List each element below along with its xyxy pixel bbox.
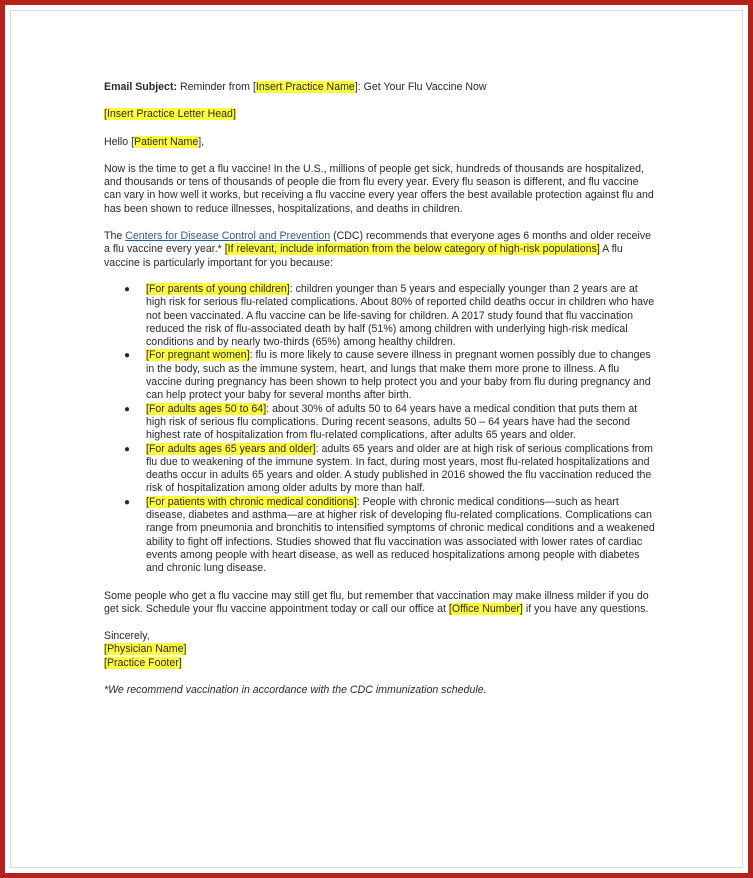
risk-group-text: : children younger than 5 years and especially younger than 2 years are at high risk for serious flu-related complications. About 80% of reported child deaths occur in children who have not been vaccinated. A flu vaccine can be life-saving for children. A 2017 study found that flu vaccination reduced the risk of flu-associated death by half (51%) among children with underlying high-risk medical conditions and by nearly two-thirds (65%) among healthy children. — [146, 282, 655, 349]
bullet-icon: ● — [124, 350, 131, 362]
email-subject-line — [104, 81, 656, 94]
office-number-placeholder: [Office Number] — [448, 602, 523, 615]
subject-suffix: ]: Get Your Flu Vaccine Now — [354, 81, 487, 93]
list-item — [104, 496, 656, 576]
practice-footer-placeholder: [Practice Footer] — [104, 656, 182, 669]
cdc-mid: (CDC) recommends that everyone ages 6 months and older receive a flu vaccine every year.* — [104, 230, 652, 256]
risk-group-label: [For pregnant women] — [146, 349, 250, 362]
cdc-paragraph — [104, 230, 656, 270]
risk-group-label: [For adults ages 50 to 64] — [146, 402, 267, 415]
risk-group-text: : adults 65 years and older are at high risk of serious complications from flu due to weakening of the immune system. In fact, during most years, most flu-related hospitalizations and deaths occur in adults 65 years and older. A study published in 2016 showed the flu vaccination reduced the risk of hospitalization among older adults by more than half. — [146, 442, 654, 495]
list-item — [104, 403, 656, 443]
subject-prefix: Reminder from [ — [177, 81, 256, 93]
physician-name-placeholder: [Physician Name] — [104, 643, 187, 656]
closing-paragraph — [104, 590, 656, 617]
risk-group-list — [104, 283, 656, 576]
sincerely-line: Sincerely, — [104, 630, 150, 643]
bullet-icon: ● — [124, 403, 131, 415]
intro-paragraph: Now is the time to get a flu vaccine! In the U.S., millions of people get sick, hundreds of thousands are hospitalized, and thousands or tens of thousands of people die from flu every year. Every flu season is different, and flu vaccine can vary in how well it works, but receiving a flu vaccine every year offers the best available protection against flu and has been shown to reduce illnesses, hospitalizations, and deaths in children. — [104, 162, 654, 215]
bullet-icon: ● — [124, 496, 131, 508]
greeting-line — [104, 136, 656, 149]
subject-label: Email Subject: — [104, 81, 177, 93]
risk-group-text: : People with chronic medical conditions—such as heart disease, diabetes and asthma—are at higher risk of developing flu-related complications. Complications can range from pneumonia and bronchitis to intensified symptoms of chronic medical conditions and a weakened ability to fight off infections. Studies showed that flu vaccination was associated with lower rates of cardiac events among people with heart disease, as well as reduced hospitalizations among people with diabetes and chronic lung disease. — [146, 495, 655, 575]
risk-group-label: [For parents of young children] — [146, 282, 290, 295]
patient-name-placeholder: Patient Name — [134, 135, 199, 148]
footnote: *We recommend vaccination in accordance with the CDC immunization schedule. — [104, 683, 487, 696]
bullet-icon: ● — [124, 283, 131, 295]
high-risk-placeholder: [If relevant, include information from the below category of high-risk populations] — [224, 243, 600, 256]
practice-footer-line — [104, 657, 656, 670]
letterhead-placeholder: [Insert Practice Letter Head] — [104, 108, 236, 121]
greeting-hello: Hello [ — [104, 135, 135, 148]
risk-group-text: : about 30% of adults 50 to 64 years have a medical condition that puts them at high risk of serious flu complications. During recent seasons, adults 50 – 64 years have had the second highest rate of hospitalization from flu-related complications, after adults 65 years and older. — [146, 402, 638, 442]
practice-name-placeholder: Insert Practice Name — [255, 81, 355, 93]
bullet-icon: ● — [124, 443, 131, 455]
list-item — [104, 349, 656, 402]
closing-end: if you have any questions. — [522, 602, 649, 615]
physician-line — [104, 643, 656, 656]
greeting-close: ], — [198, 135, 205, 148]
cdc-link[interactable]: Centers for Disease Control and Prevention — [125, 230, 331, 243]
cdc-the: The — [104, 230, 126, 243]
closing-text: Some people who get a flu vaccine may still get flu, but remember that vaccination may make illness milder if you do get sick. Schedule your flu vaccine appointment today or call our office at — [104, 589, 649, 615]
letterhead-line — [104, 108, 656, 121]
letter-document — [104, 81, 656, 697]
list-item — [104, 443, 656, 496]
risk-group-label: [For adults ages 65 years and older] — [146, 442, 316, 455]
risk-group-label: [For patients with chronic medical conditions] — [146, 495, 357, 508]
risk-group-text: : flu is more likely to cause severe illness in pregnant women possibly due to changes in the body, such as the immune system, heart, and lungs that make them more prone to illness. A flu vaccine during pregnancy has been shown to help protect you and your baby from flu during pregnancy and can help protect your baby for several months after birth. — [146, 349, 651, 402]
list-item — [104, 283, 656, 349]
cdc-end: A flu vaccine is particularly important for you because: — [104, 243, 623, 269]
